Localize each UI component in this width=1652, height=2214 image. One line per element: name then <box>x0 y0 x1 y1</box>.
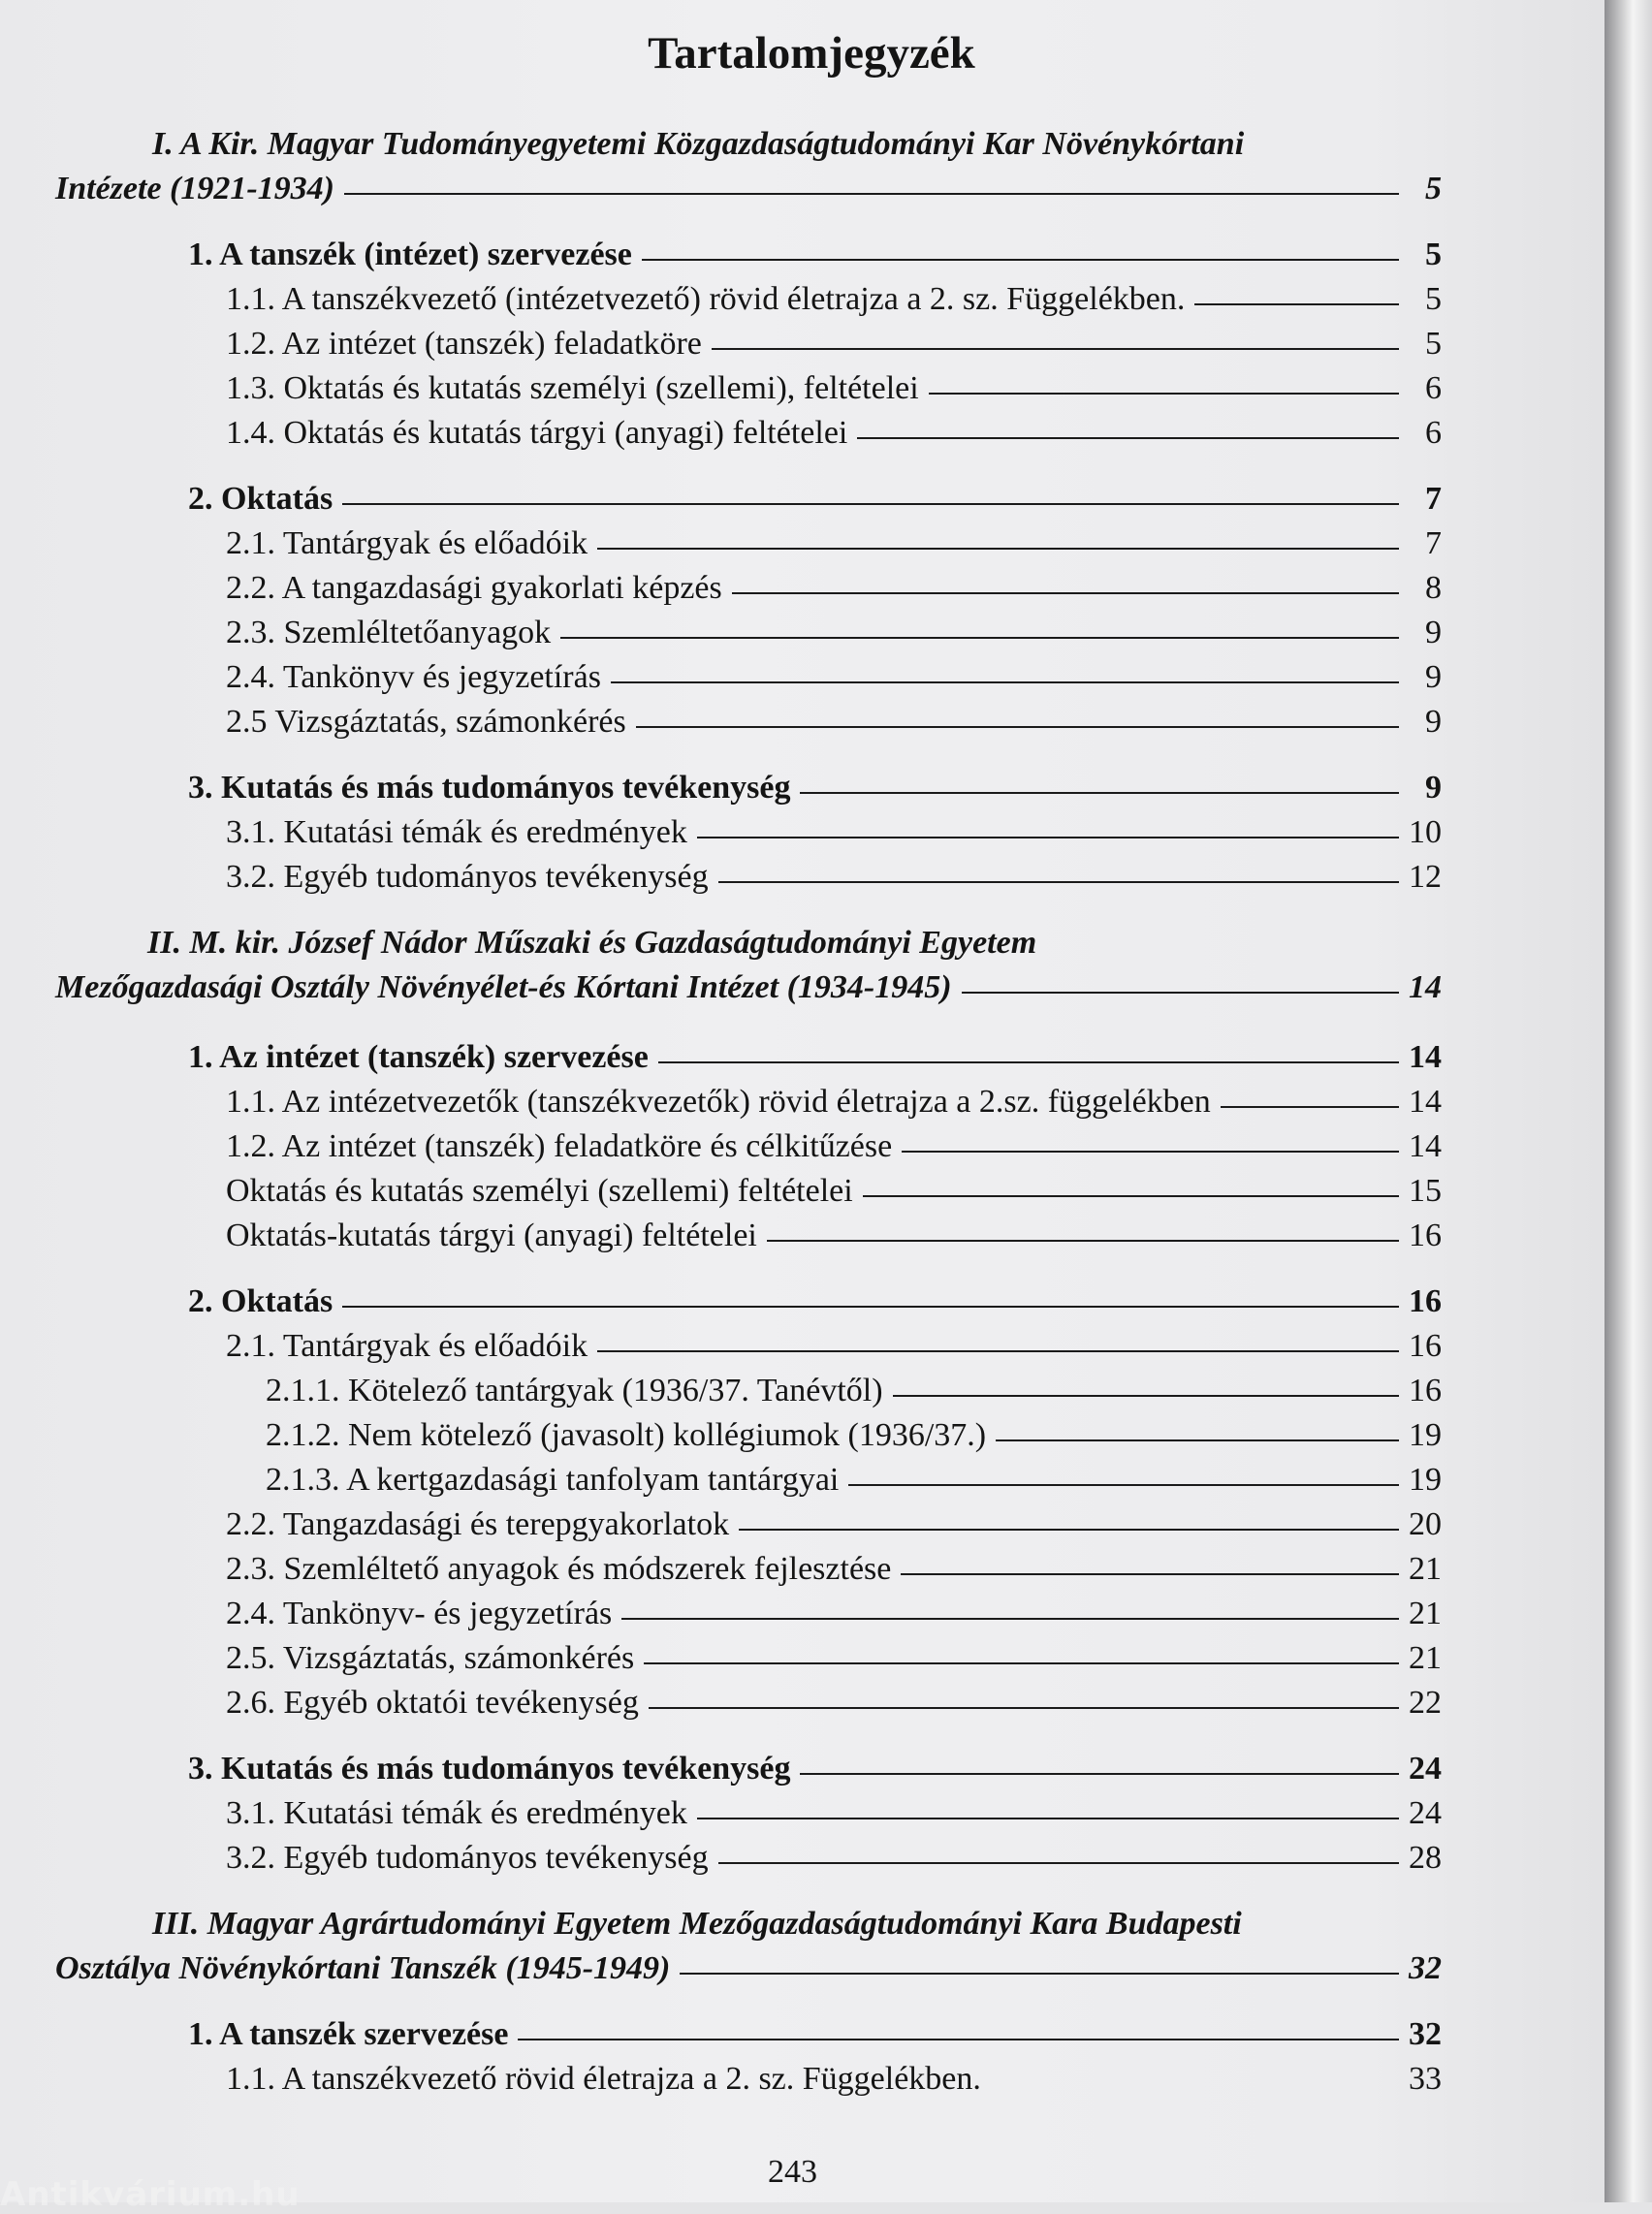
toc-item-label: 1.2. Az intézet (tanszék) feladatköre <box>226 326 702 362</box>
toc-item-label: 2.1. Tantárgyak és előadóik <box>226 1328 588 1364</box>
toc-item-page: 28 <box>1409 1840 1442 1876</box>
toc-item <box>55 277 1442 322</box>
dot-leader <box>597 548 1399 550</box>
toc-item-page: 16 <box>1409 1328 1442 1364</box>
chapter-entry <box>55 233 1442 277</box>
part-heading-line2-page: 5 <box>1425 171 1442 206</box>
chapter-entry <box>55 1280 1442 1324</box>
toc-item-label: 2.5. Vizsgáztatás, számonkérés <box>226 1640 635 1676</box>
toc-item-page: 5 <box>1425 281 1442 317</box>
toc-item <box>55 700 1442 744</box>
part-heading-line2-label: Intézete (1921-1934) <box>55 171 335 206</box>
chapter-entry-page: 24 <box>1409 1751 1442 1787</box>
dot-leader <box>901 1573 1399 1575</box>
part-heading-line2 <box>55 1946 1442 1991</box>
chapter-entry <box>55 477 1442 522</box>
toc-item <box>55 2057 1442 2102</box>
toc-item-page: 9 <box>1425 659 1442 695</box>
dot-leader <box>560 637 1399 639</box>
dot-leader <box>1221 1106 1399 1108</box>
toc-item <box>55 1169 1442 1214</box>
chapter-entry-label: 1. A tanszék szervezése <box>188 2016 509 2052</box>
toc-item-label: 2.4. Tankönyv- és jegyzetírás <box>226 1596 613 1631</box>
dot-leader <box>680 1973 1399 1975</box>
chapter-entry-page: 9 <box>1425 770 1442 806</box>
dot-leader <box>863 1195 1399 1197</box>
toc-item-page: 14 <box>1409 1128 1442 1164</box>
book-spine-shadow <box>1604 0 1652 2202</box>
toc-item-page: 5 <box>1425 326 1442 362</box>
part-heading <box>55 1902 1442 1991</box>
toc-item-page: 22 <box>1409 1685 1442 1721</box>
dot-leader <box>848 1484 1399 1486</box>
toc-item-label: 1.1. A tanszékvezető (intézetvezető) rövid életrajza a 2. sz. Függelékben. <box>226 281 1186 317</box>
toc-item-label: 1.1. Az intézetvezetők (tanszékvezetők) rövid életrajza a 2.sz. függelékben <box>226 1084 1211 1120</box>
toc-item <box>55 566 1442 611</box>
part-heading-line1: II. M. kir. József Nádor Műszaki és Gazdaságtudományi Egyetem <box>147 925 1037 961</box>
toc-item-label: 3.2. Egyéb tudományos tevékenység <box>226 1840 709 1876</box>
toc-item <box>55 1791 1442 1836</box>
toc-item <box>55 1413 1442 1458</box>
toc-item-label: 2.2. A tangazdasági gyakorlati képzés <box>226 570 722 606</box>
toc-item <box>55 322 1442 366</box>
toc-item <box>55 1547 1442 1592</box>
toc-item <box>55 411 1442 456</box>
toc-item <box>55 1502 1442 1547</box>
toc-item-page: 19 <box>1409 1417 1442 1453</box>
dot-leader <box>929 393 1399 395</box>
chapter-entry <box>55 1747 1442 1791</box>
page-title: Tartalomjegyzék <box>648 28 975 79</box>
toc-item-page: 9 <box>1425 615 1442 650</box>
dot-leader <box>636 726 1399 728</box>
dot-leader <box>718 1862 1399 1864</box>
toc-item <box>55 1836 1442 1881</box>
toc-item-label: 2.2. Tangazdasági és terepgyakorlatok <box>226 1506 730 1542</box>
toc-item-label: 2.1.3. A kertgazdasági tanfolyam tantárgyai <box>266 1462 840 1498</box>
toc-item <box>55 1214 1442 1258</box>
toc-item-label: 2.1.2. Nem kötelező (javasolt) kollégiumok (1936/37.) <box>266 1417 987 1453</box>
chapter-entry-label: 3. Kutatás és más tudományos tevékenység <box>188 1751 791 1787</box>
dot-leader <box>800 1773 1399 1775</box>
chapter-entry-label: 3. Kutatás és más tudományos tevékenység <box>188 770 791 806</box>
toc-item <box>55 366 1442 411</box>
toc-item <box>55 1080 1442 1124</box>
toc-item-page: 12 <box>1409 859 1442 895</box>
page-number: 243 <box>768 2154 817 2190</box>
toc-item-label: 2.1.1. Kötelező tantárgyak (1936/37. Tanévtől) <box>266 1373 883 1408</box>
dot-leader <box>718 881 1399 883</box>
chapter-entry <box>55 766 1442 810</box>
toc-item-page: 21 <box>1409 1551 1442 1587</box>
toc-item <box>55 810 1442 855</box>
chapter-entry-page: 7 <box>1425 481 1442 517</box>
toc-item-page: 20 <box>1409 1506 1442 1542</box>
dot-leader <box>621 1618 1399 1620</box>
toc-item-page: 6 <box>1425 370 1442 406</box>
dot-leader <box>732 592 1399 594</box>
table-of-contents <box>55 19 1442 2102</box>
part-heading-line2-page: 14 <box>1409 969 1442 1005</box>
dot-leader <box>518 2039 1399 2040</box>
toc-item <box>55 655 1442 700</box>
chapter-entry-page: 32 <box>1409 2016 1442 2052</box>
toc-item-label: 2.4. Tankönyv és jegyzetírás <box>226 659 601 695</box>
toc-item-label: 1.1. A tanszékvezető rövid életrajza a 2. sz. Függelékben. <box>226 2061 981 2097</box>
dot-leader <box>1194 303 1399 305</box>
dot-leader <box>712 348 1399 350</box>
dot-leader <box>642 259 1399 261</box>
toc-item-page: 19 <box>1409 1462 1442 1498</box>
toc-item <box>55 1636 1442 1681</box>
dot-leader <box>857 437 1399 439</box>
chapter-entry-label: 2. Oktatás <box>188 481 334 517</box>
toc-item-label: 3.2. Egyéb tudományos tevékenység <box>226 859 709 895</box>
toc-item-page: 8 <box>1425 570 1442 606</box>
toc-item <box>55 1458 1442 1502</box>
dot-leader <box>597 1350 1399 1352</box>
dot-leader <box>697 1818 1399 1819</box>
toc-item-label: 1.4. Oktatás és kutatás tárgyi (anyagi) feltételei <box>226 415 848 451</box>
dot-leader <box>800 792 1399 794</box>
dot-leader <box>893 1395 1399 1397</box>
toc-item <box>55 1124 1442 1169</box>
toc-item-label: 1.3. Oktatás és kutatás személyi (szellemi), feltételei <box>226 370 919 406</box>
part-heading <box>55 921 1442 1010</box>
toc-item <box>55 611 1442 655</box>
toc-item-page: 24 <box>1409 1795 1442 1831</box>
part-heading-line2-label: Mezőgazdasági Osztály Növényélet-és Kórtani Intézet (1934-1945) <box>55 969 952 1005</box>
toc-item-label: 2.6. Egyéb oktatói tevékenység <box>226 1685 639 1721</box>
dot-leader <box>344 193 1399 195</box>
toc-item-page: 7 <box>1425 525 1442 561</box>
toc-item <box>55 855 1442 900</box>
dot-leader <box>342 503 1399 505</box>
toc-item-label: 2.3. Szemléltetőanyagok <box>226 615 552 650</box>
dot-leader <box>658 1061 1399 1063</box>
toc-item-page: 16 <box>1409 1218 1442 1253</box>
toc-item-page: 14 <box>1409 1084 1442 1120</box>
dot-leader <box>649 1707 1399 1709</box>
toc-item-label: Oktatás-kutatás tárgyi (anyagi) feltételei <box>226 1218 757 1253</box>
dot-leader <box>902 1151 1399 1153</box>
part-heading <box>55 122 1442 211</box>
toc-item-label: Oktatás és kutatás személyi (szellemi) feltételei <box>226 1173 853 1209</box>
part-heading-line2 <box>55 965 1442 1010</box>
chapter-entry <box>55 1035 1442 1080</box>
chapter-entry-page: 16 <box>1409 1283 1442 1319</box>
part-heading-line2-page: 32 <box>1409 1950 1442 1986</box>
chapter-entry <box>55 2012 1442 2057</box>
dot-leader <box>611 681 1399 683</box>
toc-item-label: 2.5 Vizsgáztatás, számonkérés <box>226 704 626 740</box>
chapter-entry-label: 1. Az intézet (tanszék) szervezése <box>188 1039 649 1075</box>
chapter-entry-page: 5 <box>1425 237 1442 272</box>
toc-item-page: 10 <box>1409 814 1442 850</box>
chapter-entry-label: 2. Oktatás <box>188 1283 334 1319</box>
toc-entries <box>55 122 1442 2102</box>
toc-item-page: 15 <box>1409 1173 1442 1209</box>
toc-item-page: 33 <box>1409 2061 1442 2097</box>
toc-item <box>55 1592 1442 1636</box>
toc-item <box>55 1681 1442 1725</box>
toc-item-label: 2.3. Szemléltető anyagok és módszerek fejlesztése <box>226 1551 892 1587</box>
part-heading-line1: III. Magyar Agrártudományi Egyetem Mezőgazdaságtudományi Kara Budapesti <box>152 1906 1242 1942</box>
toc-item-page: 21 <box>1409 1596 1442 1631</box>
part-heading-line2 <box>55 167 1442 211</box>
dot-leader <box>767 1240 1399 1242</box>
dot-leader <box>697 837 1399 838</box>
toc-item-label: 3.1. Kutatási témák és eredmények <box>226 1795 687 1831</box>
toc-item <box>55 1324 1442 1369</box>
dot-leader <box>342 1306 1399 1308</box>
dot-leader <box>739 1529 1399 1531</box>
toc-item <box>55 1369 1442 1413</box>
chapter-entry-page: 14 <box>1409 1039 1442 1075</box>
part-heading-line1: I. A Kir. Magyar Tudományegyetemi Közgazdaságtudományi Kar Növénykórtani <box>152 126 1245 162</box>
toc-item-label: 2.1. Tantárgyak és előadóik <box>226 525 588 561</box>
toc-item-page: 9 <box>1425 704 1442 740</box>
toc-item-page: 21 <box>1409 1640 1442 1676</box>
toc-item-page: 16 <box>1409 1373 1442 1408</box>
toc-item-label: 1.2. Az intézet (tanszék) feladatköre és célkitűzése <box>226 1128 893 1164</box>
chapter-entry-label: 1. A tanszék (intézet) szervezése <box>188 237 632 272</box>
dot-leader <box>962 992 1399 994</box>
dot-leader <box>996 1439 1399 1441</box>
part-heading-line2-label: Osztálya Növénykórtani Tanszék (1945-1949) <box>55 1950 671 1986</box>
toc-item-page: 6 <box>1425 415 1442 451</box>
toc-item-label: 3.1. Kutatási témák és eredmények <box>226 814 687 850</box>
dot-leader <box>644 1662 1399 1664</box>
watermark-logo: Antikvárium.hu <box>0 2175 301 2214</box>
toc-item <box>55 522 1442 566</box>
